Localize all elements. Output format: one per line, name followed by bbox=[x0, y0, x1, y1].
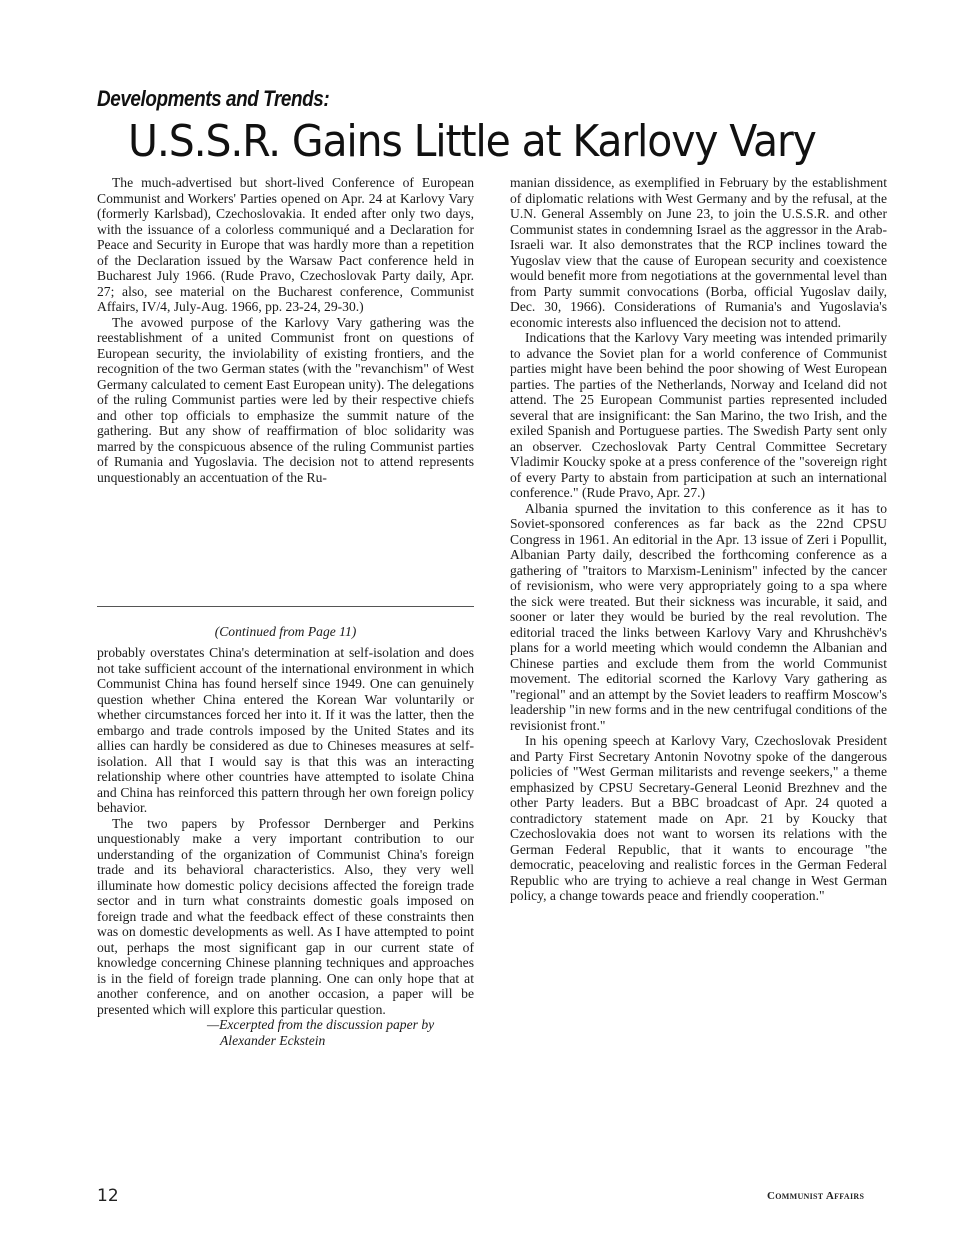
body-paragraph: manian dissidence, as exemplified in February by the establishment of diplomatic relations with West Germany and by the refusal, at the U.N. General Assembly on June 23, to join the U.S.S.R. and other Communist states in condemning Israel as the aggressor in the Arab-Israeli war. It also demonstrates that the RCP inclines toward the Yugoslav view that the cause of European security and coexistence would benefit more from negotiations at the governmental level than from Party summit convocations (Borba, official Yugoslav daily, Dec. 30, 1966). Considerations of Rumania's and Yugoslavia's economic interests also influenced the decision not to attend. bbox=[510, 175, 887, 330]
body-paragraph: probably overstates China's determination at self-isolation and does not take sufficient account of the international environment in which Communist China has found herself since 1949. One can genuinely question whether China entered the Korean War voluntarily or whether circumstances forced her into it. If it was the latter, then the embargo and trade controls imposed by the United States and its allies can hardly be considered as due to Chineses measures at self-isolation. All that I would say is that this was an interacting relationship where other countries have attempted to isolate China and China has reinforced this pattern through her own foreign policy behavior. bbox=[97, 645, 474, 815]
column-divider-rule bbox=[97, 606, 474, 607]
section-kicker: Developments and Trends: bbox=[97, 86, 330, 111]
article-headline: U.S.S.R. Gains Little at Karlovy Vary bbox=[128, 116, 816, 167]
body-paragraph: The two papers by Professor Dernberger and Perkins unquestionably make a very important contribution to our understanding of the organization of Communist China's foreign trade and its behavioral characteristics. Also, they very well illuminate how domestic policy decisions affected the foreign trade sector and in turn what constraints domestic goals imposed on foreign trade and what the feedback effect of these constraints then was on domestic developments as well. As I have attempted to point out, perhaps the most significant gap in our current state of knowledge concerning Chinese planning techniques and approaches is in the field of foreign trade planning. One can only hope that at another conference, and on another occasion, a paper will be presented which will explore this particular question. bbox=[97, 815, 474, 1017]
body-paragraph: The avowed purpose of the Karlovy Vary gathering was the reestablishment of a united Communist front on questions of European security, the inviolability of existing frontiers, and the recognition of the two German states (with the "revanchism" of West Germany calculated to cement East European unity). The delegations of the ruling Communist parties were led by their respective chiefs and other top officials to emphasize the summit nature of the gathering. But any show of reaffirmation of bloc solidarity was marred by the conspicuous absence of the ruling Communist parties of Rumania and Yugoslavia. The decision not to attend represents unquestionably an accentuation of the Ru- bbox=[97, 314, 474, 485]
body-paragraph: In his opening speech at Karlovy Vary, Czechoslovak President and Party First Secretary Antonin Novotny spoke of the dangerous policies of "West German militarists and revenge seekers," a theme emphasized by CPSU Secretary-General Leonid Brezhnev and the other Party leaders. But a BBC broadcast of Apr. 24 quoted a contradictory statement made on Apr. 21 by Koucky that Czechoslovakia does not want to worsen its relations with the German Federal Republic, that it wants to encourage "the democratic, peaceloving and realistic forces in the German Federal Republic who are trying to achieve a real change in West German policy, a change towards peace and friendly cooperation." bbox=[510, 733, 887, 903]
body-paragraph: Indications that the Karlovy Vary meeting was intended primarily to advance the Soviet plan for a world conference of Communist parties might have been behind the poor showing of West European parties. The parties of the Netherlands, Norway and Iceland did not attend. The 25 European Communist parties represented included several that are insignificant: the San Marino, the two Irish, and the exiled Spanish and Portuguese parties. The Swedish Party sent only an observer. Czechoslovak Party Central Committee Secretary Vladimir Koucky spoke at a press conference of the "sovereign right of every Party to abstain from participation at such an international conference." (Rude Pravo, Apr. 27.) bbox=[510, 330, 887, 500]
attribution-line-2: Alexander Eckstein bbox=[220, 1032, 326, 1048]
left-column-bottom bbox=[97, 645, 474, 1048]
left-column-top bbox=[97, 175, 474, 485]
page-number: 12 bbox=[97, 1186, 119, 1206]
right-column bbox=[510, 175, 887, 904]
body-paragraph: The much-advertised but short-lived Conference of European Communist and Workers' Parties opened on Apr. 24 at Karlovy Vary (formerly Karlsbad), Czechoslovakia. It ended after only two days, with the issuance of a colorless communiqué and a Declaration for Peace and Security in Europe that was hardly more than a repetition of the Declaration issued by the Warsaw Pact conference held in Bucharest July 1966. (Rude Pravo, Czechoslovak Party daily, Apr. 27; also, see material on the Bucharest conference, Communist Affairs, IV/4, July-Aug. 1966, pp. 23-24, 29-30.) bbox=[97, 175, 474, 314]
attribution-line-1: —Excerpted from the discussion paper by bbox=[207, 1017, 435, 1032]
continued-note: (Continued from Page 11) bbox=[214, 624, 357, 639]
body-paragraph: Albania spurned the invitation to this conference as it has to Soviet-sponsored conferences as far back as the 22nd CPSU Congress in 1961. An editorial in the Apr. 13 issue of Zeri i Popullit, Albanian Party daily, described the forthcoming conference as a gathering of "traitors to Marxism-Leninism" infected by the cancer of revisionism, who were very appropriately going to a spa where the sick were treated. But their sickness was incurable, it said, and sooner or later they would be buried by the real revolution. The editorial traced the links between Karlovy Vary and Khrushchëv's plans for a world meeting which would condemn the Albanian and Chinese parties and exclude them from the world Communist movement. The editorial scorned the Karlovy Vary gathering as "regional" and an attempt by the Soviet leaders to reaffirm Moscow's leadership "in new forms and in the new centrifugal conditions of the revisionist front." bbox=[510, 500, 887, 733]
publication-title: Communist Affairs bbox=[767, 1190, 865, 1202]
